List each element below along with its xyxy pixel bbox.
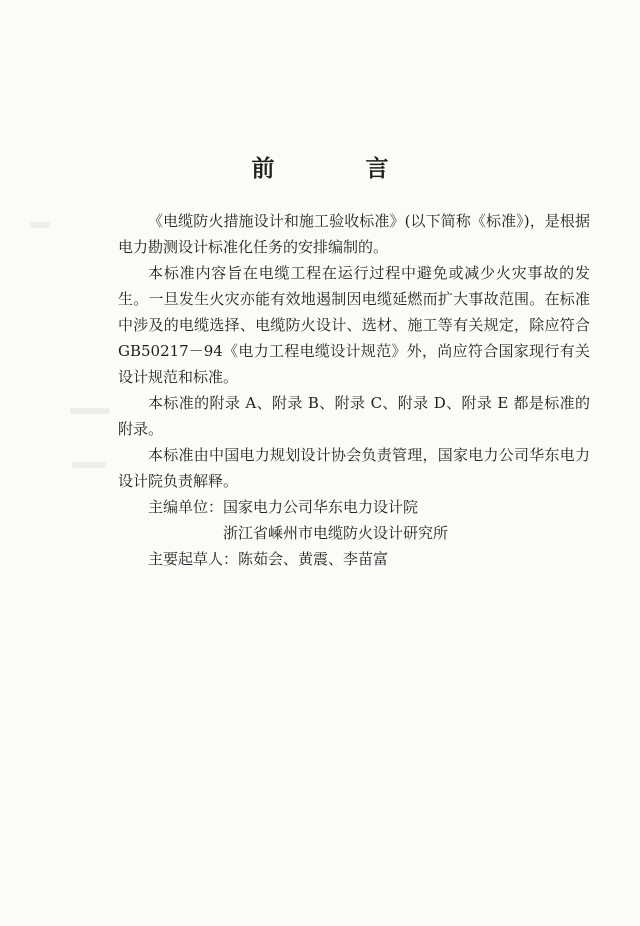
sponsor-row <box>118 494 590 546</box>
sponsor-label: 主编单位： <box>148 498 224 516</box>
scan-mark <box>70 408 110 414</box>
page-title: 前 言 <box>251 156 423 182</box>
drafters-names: 陈茹会、黄震、李苗富 <box>238 550 389 568</box>
sponsor-unit: 浙江省嵊州市电缆防火设计研究所 <box>223 524 449 542</box>
sponsor-unit: 国家电力公司华东电力设计院 <box>223 498 419 516</box>
scan-mark <box>72 462 106 468</box>
paragraph-1: 《电缆防火措施设计和施工验收标准》(以下简称《标准》)，是根据电力勘测设计标准化任务的安排编制的。 <box>118 212 590 256</box>
sponsor-units <box>223 494 448 546</box>
preface-body <box>118 208 590 572</box>
paragraph-2: 本标准内容旨在电缆工程在运行过程中避免或减少火灾事故的发生。一旦发生火灾亦能有效地遏制因电缆延燃而扩大事故范围。在标准中涉及的电缆选择、电缆防火设计、选材、施工等有关规定，除应符合 GB50217－94《电力工程电缆设计规范》外，尚应符合国家现行有关设计规范和标准。 <box>118 264 590 386</box>
drafters-row <box>118 546 590 572</box>
paragraph-4: 本标准由中国电力规划设计协会负责管理，国家电力公司华东电力设计院负责解释。 <box>118 446 590 490</box>
drafters-label: 主要起草人： <box>148 550 239 568</box>
paragraph-3: 本标准的附录 A、附录 B、附录 C、附录 D、附录 E 都是标准的附录。 <box>118 394 590 438</box>
scan-mark <box>30 222 50 228</box>
